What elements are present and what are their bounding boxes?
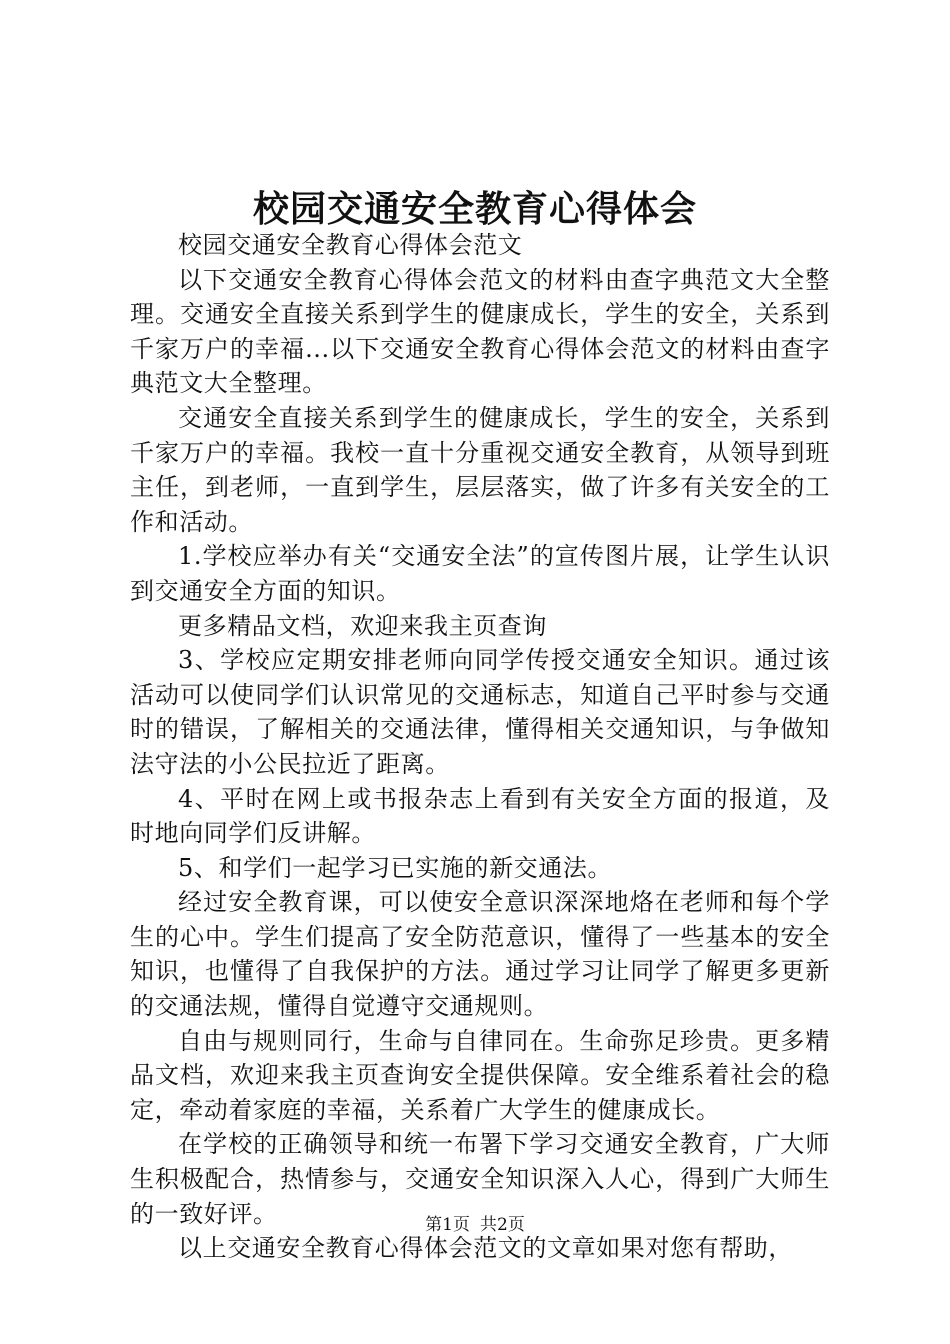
paragraph: 校园交通安全教育心得体会范文 [178,231,523,259]
document-title: 校园交通安全教育心得体会 [252,188,697,230]
paragraph: 交通安全直接关系到学生的健康成长，学生的安全，关系到千家万户的幸福。我校一直十分重视交通安全教育，从领导到班主任，到老师，一直到学生，层层落实，做了许多有关安全的工作和活动。 [130,403,830,536]
paragraph: 4、平时在网上或书报杂志上看到有关安全方面的报道，及时地向同学们反讲解。 [130,784,830,848]
paragraph: 以上交通安全教育心得体会范文的文章如果对您有帮助， [178,1234,793,1263]
paragraph: 1.学校应举办有关“交通安全法”的宣传图片展，让学生认识到交通安全方面的知识。 [130,542,830,605]
document-body [130,228,830,1266]
paragraph: 5、和学们一起学习已实施的新交通法。 [178,853,613,882]
page-footer [0,1213,950,1237]
paragraph: 以下交通安全教育心得体会范文的材料由查字典范文大全整理。交通安全直接关系到学生的健康成长，学生的安全，关系到千家万户的幸福...以下交通安全教育心得体会范文的材料由查字典范文大全整理。 [130,265,830,398]
paragraph: 更多精品文档，欢迎来我主页查询 [178,611,547,640]
paragraph: 在学校的正确领导和统一布署下学习交通安全教育，广大师生积极配合，热情参与，交通安全知识深入人心，得到广大师生的一致好评。 [130,1130,830,1228]
paragraph: 经过安全教育课，可以使安全意识深深地烙在老师和每个学生的心中。学生们提高了安全防范意识，懂得了一些基本的安全知识，也懂得了自我保护的方法。通过学习让同学了解更多更新的交通法规，懂得自觉遵守交通规则。 [130,888,830,1021]
page-number: 第1页 [425,1215,470,1235]
page-total: 共2页 [480,1215,525,1235]
paragraph: 自由与规则同行，生命与自律同在。生命弥足珍贵。更多精品文档，欢迎来我主页查询安全提供保障。安全维系着社会的稳定，牵动着家庭的幸福，关系着广大学生的健康成长。 [130,1026,830,1124]
paragraph: 3、学校应定期安排老师向同学传授交通安全知识。通过该活动可以使同学们认识常见的交通标志，知道自己平时参与交通时的错误，了解相关的交通法律，懂得相关交通知识，与争做知法守法的小公民拉近了距离。 [130,646,830,778]
